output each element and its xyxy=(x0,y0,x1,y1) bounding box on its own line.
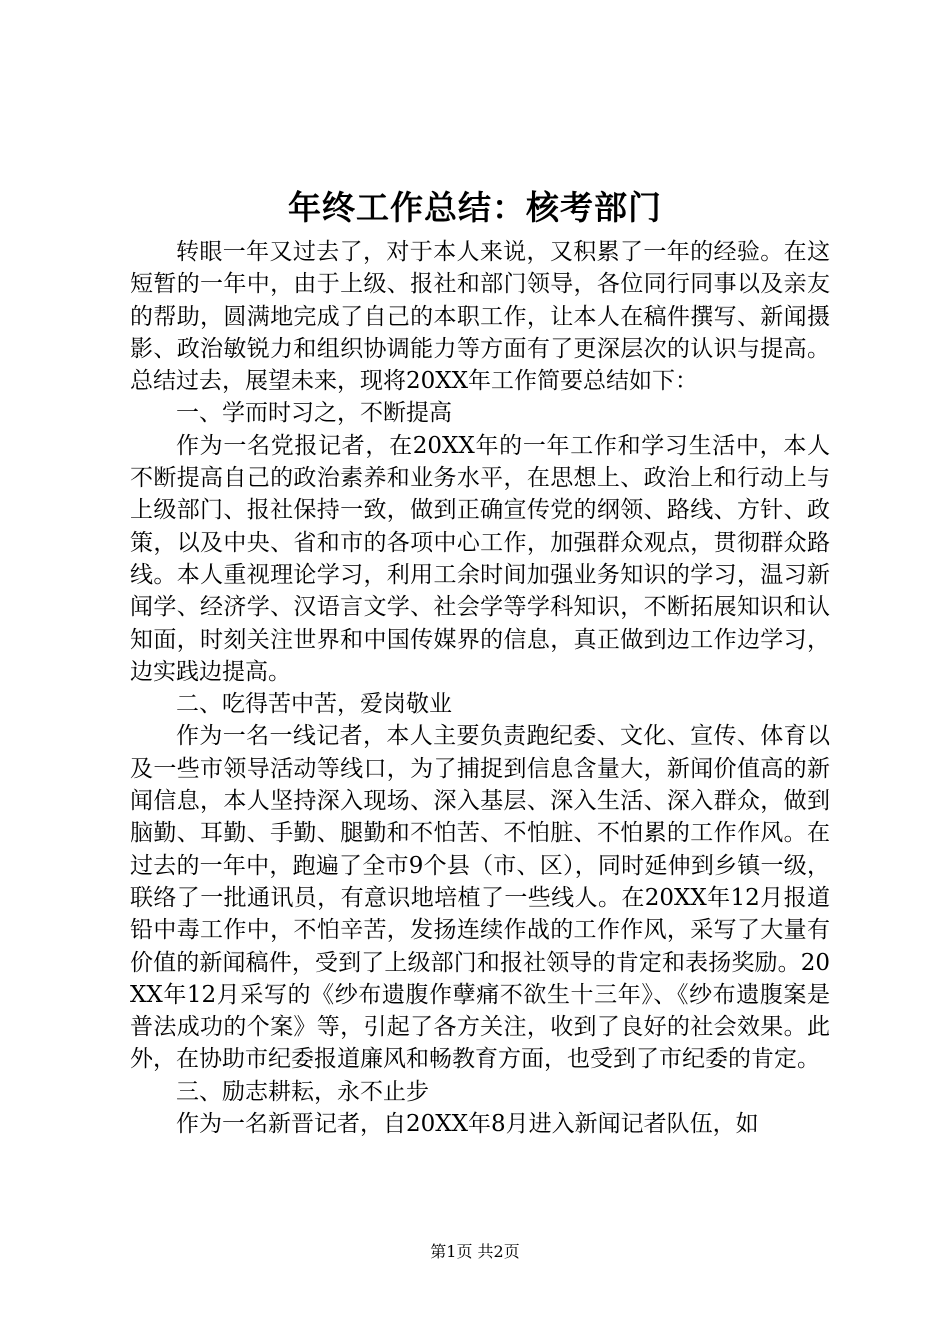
section-heading-3: 三、励志耕耘，永不止步 xyxy=(176,1078,429,1105)
document-body xyxy=(130,236,830,1140)
intro-paragraph: 转眼一年又过去了，对于本人来说，又积累了一年的经验。在这短暂的一年中，由于上级、报社和部门领导，各位同行同事以及亲友的帮助，圆满地完成了自己的本职工作，让本人在稿件撰写、新闻摄影、政治敏锐力和组织协调能力等方面有了更深层次的认识与提高。总结过去，展望未来，现将20XX年工作简要总结如下： xyxy=(130,239,830,395)
section-3-paragraph: 作为一名新晋记者，自20XX年8月进入新闻记者队伍，如 xyxy=(176,1111,759,1138)
section-1-paragraph: 作为一名党报记者，在20XX年的一年工作和学习生活中，本人不断提高自己的政治素养和业务水平，在思想上、政治上和行动上与上级部门、报社保持一致，做到正确宣传党的纲领、路线、方针、政策，以及中央、省和市的各项中心工作，加强群众观点，贯彻群众路线。本人重视理论学习，利用工余时间加强业务知识的学习，温习新闻学、经济学、汉语言文学、社会学等学科知识，不断拓展知识和认知面，时刻关注世界和中国传媒界的信息，真正做到边工作边学习，边实践边提高。 xyxy=(130,432,830,685)
page-title: 年终工作总结：核考部门 xyxy=(288,188,662,227)
section-heading-2: 二、吃得苦中苦，爱岗敬业 xyxy=(176,691,452,718)
page-footer: 第1页 共2页 xyxy=(430,1242,520,1261)
section-2-paragraph: 作为一名一线记者，本人主要负责跑纪委、文化、宣传、体育以及一些市领导活动等线口，为了捕捉到信息含量大，新闻价值高的新闻信息，本人坚持深入现场、深入基层、深入生活、深入群众，做到脑勤、耳勤、手勤、腿勤和不怕苦、不怕脏、不怕累的工作作风。在过去的一年中，跑遍了全市9个县（市、区），同时延伸到乡镇一级，联络了一批通讯员，有意识地培植了一些线人。在20XX年12月报道铅中毒工作中，不怕辛苦，发扬连续作战的工作作风，采写了大量有价值的新闻稿件，受到了上级部门和报社领导的肯定和表扬奖励。20XX年12月采写的《纱布遗腹作孽痛不欲生十三年》、《纱布遗腹案是普法成功的个案》等，引起了各方关注，收到了良好的社会效果。此外，在协助市纪委报道廉风和畅教育方面，也受到了市纪委的肯定。 xyxy=(130,723,830,1073)
section-heading-1: 一、学而时习之，不断提高 xyxy=(176,400,452,427)
